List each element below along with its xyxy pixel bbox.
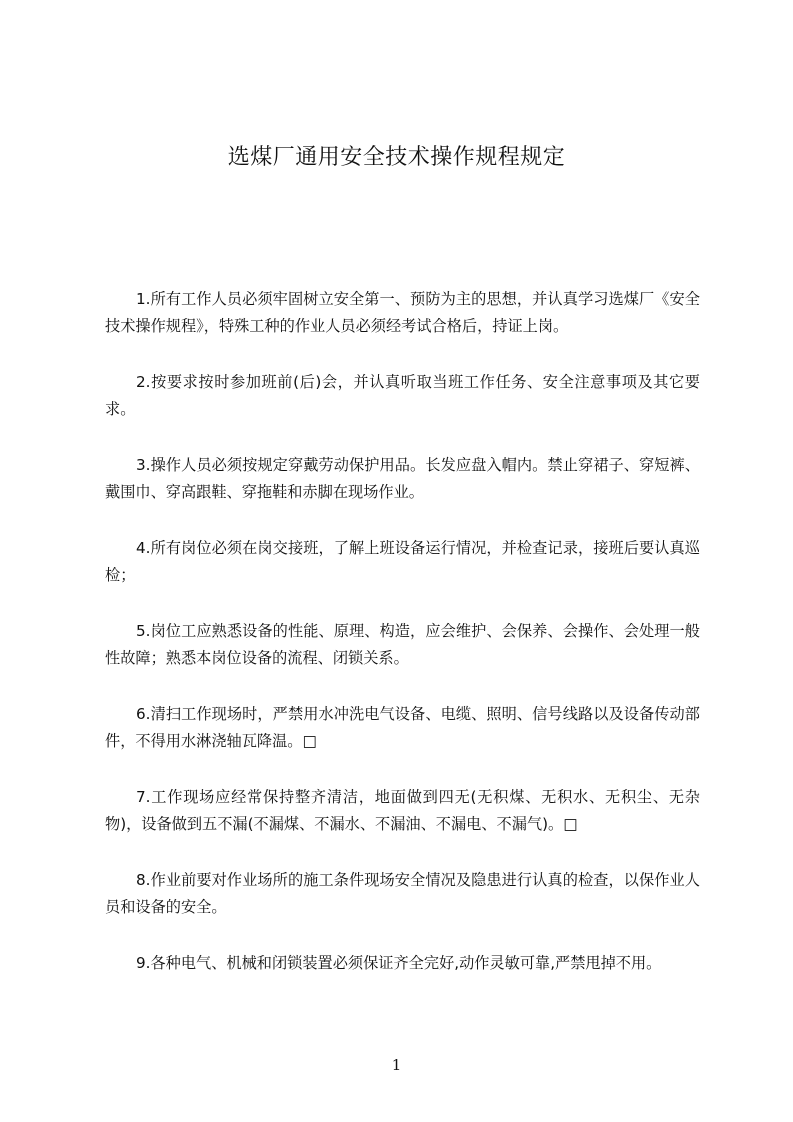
regulation-item-2: 2.按要求按时参加班前(后)会，并认真听取当班工作任务、安全注意事项及其它要求。 xyxy=(105,373,700,418)
regulation-item-1: 1.所有工作人员必须牢固树立安全第一、预防为主的思想，并认真学习选煤厂《安全技术操作规程》，特殊工种的作业人员必须经考试合格后，持证上岗。 xyxy=(105,290,700,335)
regulation-item-5: 5.岗位工应熟悉设备的性能、原理、构造，应会维护、会保养、会操作、会处理一般性故障；熟悉本岗位设备的流程、闭锁关系。 xyxy=(105,622,700,667)
document-title: 选煤厂通用安全技术操作规程规定 xyxy=(227,145,566,170)
page-number: 1 xyxy=(391,1056,402,1074)
regulation-item-4: 4.所有岗位必须在岗交接班，了解上班设备运行情况，并检查记录，接班后要认真巡检； xyxy=(105,539,700,584)
regulation-item-3: 3.操作人员必须按规定穿戴劳动保护用品。长发应盘入帽内。禁止穿裙子、穿短裤、戴围巾、穿高跟鞋、穿拖鞋和赤脚在现场作业。 xyxy=(105,456,700,501)
regulation-item-6: 6.清扫工作现场时，严禁用水冲洗电气设备、电缆、照明、信号线路以及设备传动部件，不得用水淋浇轴瓦降温。□ xyxy=(105,705,700,750)
regulation-item-7: 7.工作现场应经常保持整齐清洁，地面做到四无(无积煤、无积水、无积尘、无杂物)，设备做到五不漏(不漏煤、不漏水、不漏油、不漏电、不漏气)。□ xyxy=(105,788,700,833)
regulation-item-8: 8.作业前要对作业场所的施工条件现场安全情况及隐患进行认真的检查，以保作业人员和设备的安全。 xyxy=(105,871,700,916)
regulation-item-9: 9.各种电气、机械和闭锁装置必须保证齐全完好,动作灵敏可靠,严禁甩掉不用。 xyxy=(136,954,662,972)
regulation-list xyxy=(105,286,700,1006)
